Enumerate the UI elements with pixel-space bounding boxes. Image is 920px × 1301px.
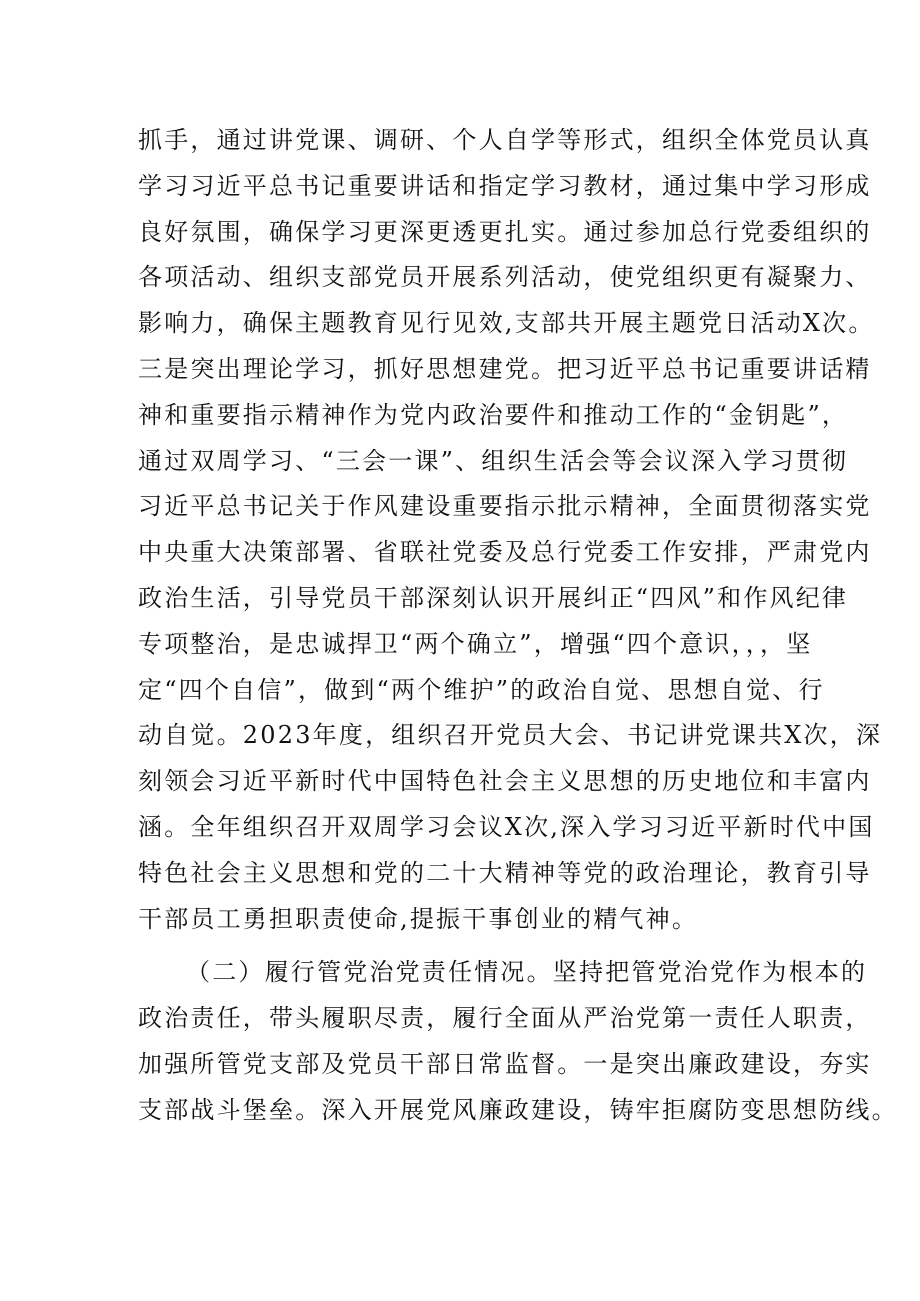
text-line: 干部员工勇担职责使命,提振干事创业的精气神。 <box>138 904 699 933</box>
text-line: 定“四个自信”，做到“两个维护”的政治自觉、思想自觉、行 <box>138 675 825 704</box>
paragraph-spacer <box>138 942 818 950</box>
text-line-indented: （二）履行管党治党责任情况。坚持把管党治党作为根本的 <box>186 958 868 987</box>
text-line: 各项活动、组织支部党员开展系列活动，使党组织更有凝聚力、 <box>138 263 872 292</box>
text-line: 抓手，通过讲党课、调研、个人自学等形式，组织全体党员认真 <box>138 126 872 154</box>
text-line: 习近平总书记关于作风建设重要指示批示精神，全面贯彻落实党 <box>138 492 872 521</box>
text-line: 政治生活，引导党员干部深刻认识开展纠正“四风”和作风纪律 <box>138 583 849 612</box>
text-line: 良好氛围，确保学习更深更透更扎实。通过参加总行党委组织的 <box>138 217 872 246</box>
text-line: 通过双周学习、“三会一课”、组织生活会等会议深入学习贯彻 <box>138 446 849 475</box>
text-line: 神和重要指示精神作为党内政治要件和推动工作的“金钥匙”， <box>138 400 849 429</box>
text-line: 学习习近平总书记重要讲话和指定学习教材，通过集中学习形成 <box>138 171 872 200</box>
document-body <box>138 118 898 1134</box>
text-line: 影响力，确保主题教育见行见效,支部共开展主题党日活动X次。 <box>138 309 875 338</box>
text-line: 加强所管党支部及党员干部日常监督。一是突出廉政建设，夯实 <box>138 1049 872 1078</box>
text-line: 中央重大决策部署、省联社党委及总行党委工作安排，严肃党内 <box>138 538 872 567</box>
text-line: 动自觉。2023年度，组织召开党员大会、书记讲党课共X次，深 <box>138 721 883 750</box>
text-line: 特色社会主义思想和党的二十大精神等党的政治理论，教育引导 <box>138 858 872 887</box>
paragraph-1 <box>138 118 883 942</box>
text-line: 刻领会习近平新时代中国特色社会主义思想的历史地位和丰富内 <box>138 767 872 796</box>
paragraph-2 <box>138 950 898 1133</box>
text-line: 支部战斗堡垒。深入开展党风廉政建设，铸牢拒腐防变思想防线。 <box>138 1095 898 1124</box>
text-line: 三是突出理论学习，抓好思想建党。把习近平总书记重要讲话精 <box>138 354 872 383</box>
text-line: 专项整治，是忠诚捍卫“两个确立”，增强“四个意识，，，坚 <box>138 629 813 658</box>
text-line: 涵。全年组织召开双周学习会议X次,深入学习习近平新时代中国 <box>138 812 875 841</box>
text-line: 政治责任，带头履职尽责，履行全面从严治党第一责任人职责， <box>138 1004 872 1033</box>
